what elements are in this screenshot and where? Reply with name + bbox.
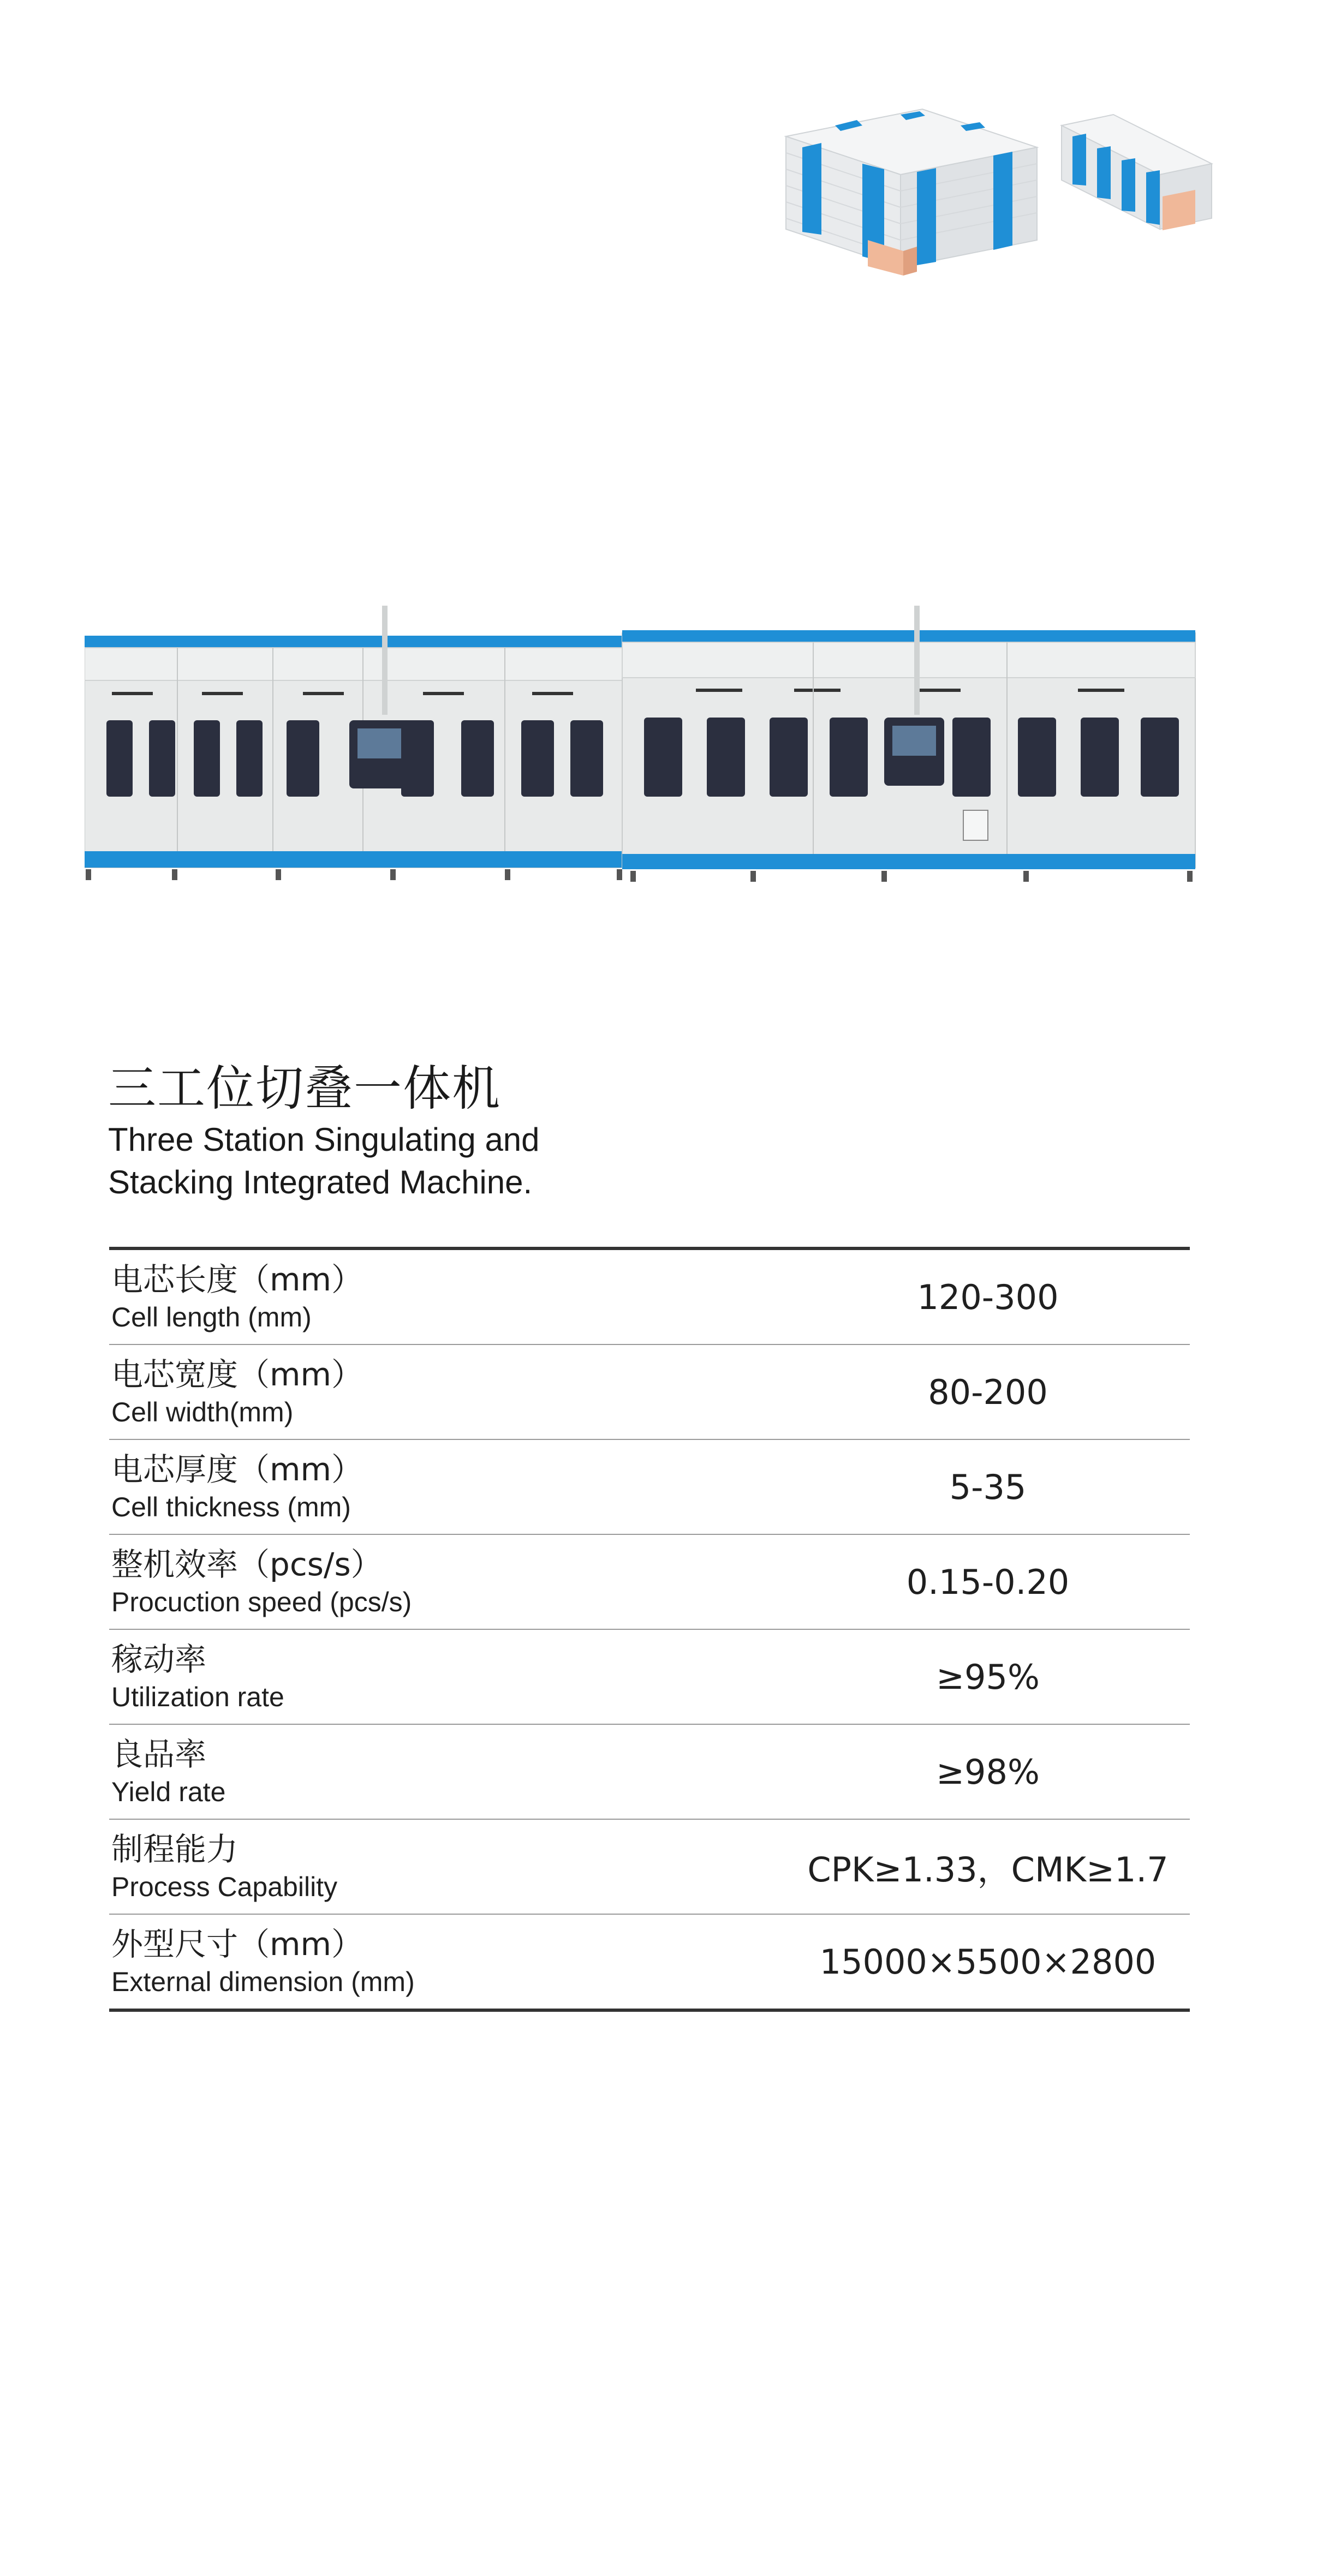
spec-row-cell-thickness (109, 1440, 1190, 1535)
spec-label-cn: 电芯厚度（mm） (111, 1451, 363, 1488)
spec-label (111, 1355, 684, 1430)
title-english-line-2: Stacking Integrated Machine. (108, 1164, 533, 1200)
spec-label (111, 1450, 684, 1525)
spec-value: 5-35 (949, 1467, 1027, 1507)
battery-cells-image (780, 104, 1217, 284)
spec-label (111, 1830, 684, 1905)
spec-label-cn: 制程能力 (111, 1831, 239, 1868)
spec-label-cn: 电芯长度（mm） (111, 1261, 363, 1298)
spec-label-en: Utilization rate (111, 1682, 284, 1712)
machine-right-module (622, 606, 1195, 869)
spec-label (111, 1640, 684, 1715)
spec-label-en: Cell thickness (mm) (111, 1492, 351, 1522)
spec-row-yield-rate (109, 1725, 1190, 1820)
title-english (108, 1119, 818, 1204)
spec-row-utilization-rate (109, 1630, 1190, 1725)
spec-label-en: Process Capability (111, 1872, 338, 1902)
spec-value: 0.15-0.20 (906, 1562, 1070, 1602)
title-english-line-1: Three Station Singulating and (108, 1121, 540, 1158)
spec-value: CPK≥1.33，CMK≥1.7 (807, 1849, 1169, 1890)
large-cell-stack (786, 109, 1037, 276)
spec-label-en: Cell width(mm) (111, 1397, 294, 1427)
spec-row-external-dimension (109, 1915, 1190, 2009)
spec-label-en: Cell length (mm) (111, 1302, 312, 1332)
spec-row-process-capability (109, 1820, 1190, 1915)
spec-label-en: External dimension (mm) (111, 1967, 415, 1997)
spec-row-production-speed (109, 1535, 1190, 1630)
spec-row-cell-width (109, 1345, 1190, 1440)
spec-value: ≥98% (936, 1752, 1040, 1792)
spec-label-cn: 外型尺寸（mm） (111, 1926, 363, 1963)
spec-table (109, 1247, 1190, 2012)
spec-label-cn: 稼动率 (111, 1641, 207, 1678)
spec-label (111, 1260, 684, 1335)
spec-label-en: Yield rate (111, 1777, 226, 1807)
table-bottom-rule (109, 2009, 1190, 2012)
spec-label (111, 1735, 684, 1810)
machine-left-module (85, 606, 622, 868)
spec-row-cell-length (109, 1250, 1190, 1345)
machine-image (85, 606, 1198, 889)
spec-label-en: Procuction speed (pcs/s) (111, 1587, 412, 1617)
spec-value: 120-300 (917, 1277, 1059, 1317)
spec-label-cn: 整机效率（pcs/s） (111, 1546, 383, 1583)
spec-value: ≥95% (936, 1657, 1040, 1697)
small-cell-stack (1062, 115, 1212, 230)
spec-label-cn: 电芯宽度（mm） (111, 1356, 363, 1393)
spec-label-cn: 良品率 (111, 1736, 207, 1773)
spec-value: 80-200 (928, 1372, 1048, 1412)
title-chinese: 三工位切叠一体机 (108, 1060, 502, 1116)
spec-value: 15000×5500×2800 (819, 1941, 1157, 1982)
spec-label (111, 1545, 684, 1620)
spec-label (111, 1924, 684, 2000)
